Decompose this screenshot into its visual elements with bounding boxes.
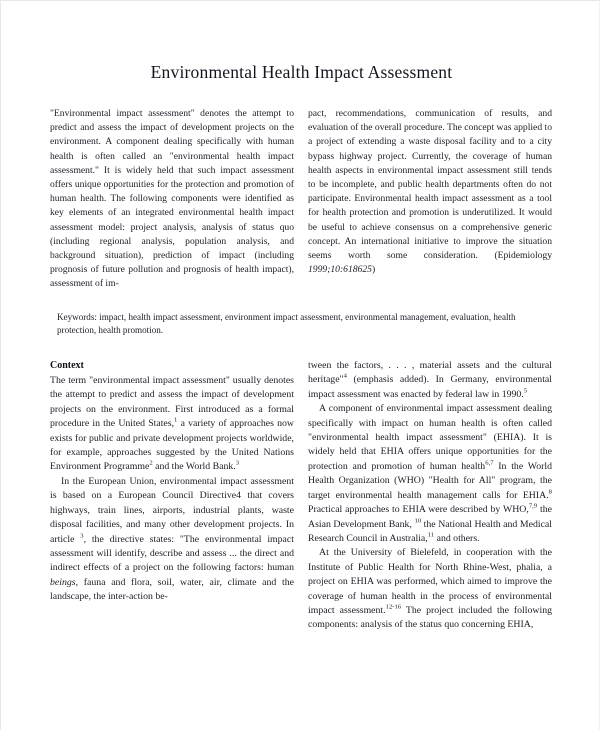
para3-part-b: In the World Health Organization (WHO) "Health for All" program, the target environmental health management calls for EHIA.	[308, 460, 552, 501]
body-column-right	[308, 359, 552, 633]
context-paragraph-1	[50, 374, 294, 475]
context-paragraph-2	[50, 475, 294, 605]
abstract-citation: 1999;10:618625	[308, 264, 372, 276]
abstract-section	[50, 107, 553, 292]
page-content	[50, 1, 553, 731]
context-paragraph-2-continued	[308, 359, 552, 402]
para2-part-a: In the European Union, environmental impact assessment is based on a European Council Directive4 that covers highways, train lines, airports, industrial plants, waste disposal facilities, and many other development projects. In article	[50, 475, 294, 545]
keywords-block	[50, 311, 553, 337]
para3-part-d: the Asian Development Bank,	[308, 504, 552, 530]
context-paragraph-3	[308, 402, 552, 546]
abstract-column-left	[50, 107, 294, 292]
footnote-ref-6-7: 6,7	[485, 459, 494, 467]
para1-part-a: The term "environmental impact assessment" usually denotes the attempt to predict and assess the impact of development projects on the environment. First introduced as a formal procedure in the United States,	[50, 375, 294, 430]
body-section	[50, 359, 553, 633]
para2-part-b: , the directive states: "The environmental impact assessment will identify, describe and assess ... the direct and indirect effects of a project on the following factors: human	[50, 533, 294, 574]
para2-part-c: , fauna and flora, soil, water, air, climate and the landscape, the inter-action be-	[50, 576, 294, 603]
para4-part-a: At the University of Bielefeld, in cooperation with the Institute of Public Health for North Rhine-West, phalia, a project on EHIA was performed, which aimed to improve the coverage of human health in the process of environmental impact assessment.	[308, 547, 552, 616]
para3-part-c: Practical approaches to EHIA were described by WHO,	[308, 504, 529, 516]
footnote-ref-10: 10	[414, 517, 422, 525]
footnote-ref-11: 11	[427, 531, 435, 539]
abstract-right-body: pact, recommendations, communication of results, and evaluation of the overall procedure. The concept was applied to a project of extending a waste disposal facility and to a city bypass highway project. Currently, the coverage of human health aspects in environmental impact assessment still tends to be incomplete, and public health departments often do not participate. Environmental health impact assessment as a tool for health protection and promotion is underutilized. It would be useful to achieve consensus on a comprehensive generic concept. An international initiative to improve the situation seems worth some consideration. (Epidemiology	[308, 108, 552, 262]
footnote-ref-2: 2	[149, 460, 153, 468]
context-paragraph-4	[308, 546, 552, 632]
section-heading-context: Context	[50, 360, 84, 372]
body-column-left	[50, 359, 294, 633]
keywords-text: Keywords: impact, health impact assessment, environment impact assessment, environmental management, evaluation, health protection, health promotion.	[57, 311, 516, 335]
page-title: Environmental Health Impact Assessment	[150, 62, 453, 82]
footnote-ref-1: 1	[174, 417, 178, 424]
footnote-ref-5: 5	[523, 387, 528, 395]
para3-part-f: and others.	[434, 532, 480, 544]
para2-cont-a: tween the factors, . . . , material assets and the cultural heritage"	[308, 360, 552, 386]
abstract-citation-close: )	[371, 264, 376, 276]
para1-part-c: and the World Bank.	[152, 461, 236, 473]
abstract-left-text: "Environmental impact assessment" denotes the attempt to predict and assess the impact of development projects on the environment. A component dealing specifically with human health is often called an "environmental health impact assessment." It is widely held that such impact assessment offers unique opportunities for the protection and promotion of human health. The following components were identified as key elements of an integrated environmental health impact assessment model: project analysis, analysis of status quo (including regional analysis, population analysis, and background situation), prediction of impact (including prognosis of future pollution and prognosis of health impact), assessment of im-	[50, 108, 294, 290]
footnote-ref-4: 4	[343, 373, 347, 381]
footnote-ref-3: 3	[235, 460, 240, 468]
para2-italic-beings: beings	[50, 576, 76, 588]
para2-cont-b: (emphasis added). In Germany, environmental impact assessment was enacted by federal law in 1990.	[308, 374, 552, 400]
footnote-ref-article: 3	[80, 532, 84, 540]
para3-part-a: A component of environmental impact assessment dealing specifically with impact on human health is often called "environmental health impact assessment" (EHIA). It is widely held that EHIA offers unique opportunities for the protection and promotion of human health	[308, 403, 552, 472]
para4-part-b: The project included the following components: analysis of the status quo concerning EHIA,	[308, 604, 552, 631]
para3-part-e: the National Health and Medical Research Council in Australia,	[308, 518, 552, 544]
footnote-ref-7-9: 7,9	[528, 502, 538, 510]
para1-part-b: a variety of approaches now exists for public and private development projects worldwide, for example, approaches suggested by the United Nations Environment Programme	[50, 418, 294, 473]
footnote-ref-8: 8	[548, 488, 552, 496]
footnote-ref-12-16: 12-16	[385, 603, 402, 611]
abstract-column-right	[308, 107, 552, 292]
abstract-right-text	[308, 107, 552, 277]
